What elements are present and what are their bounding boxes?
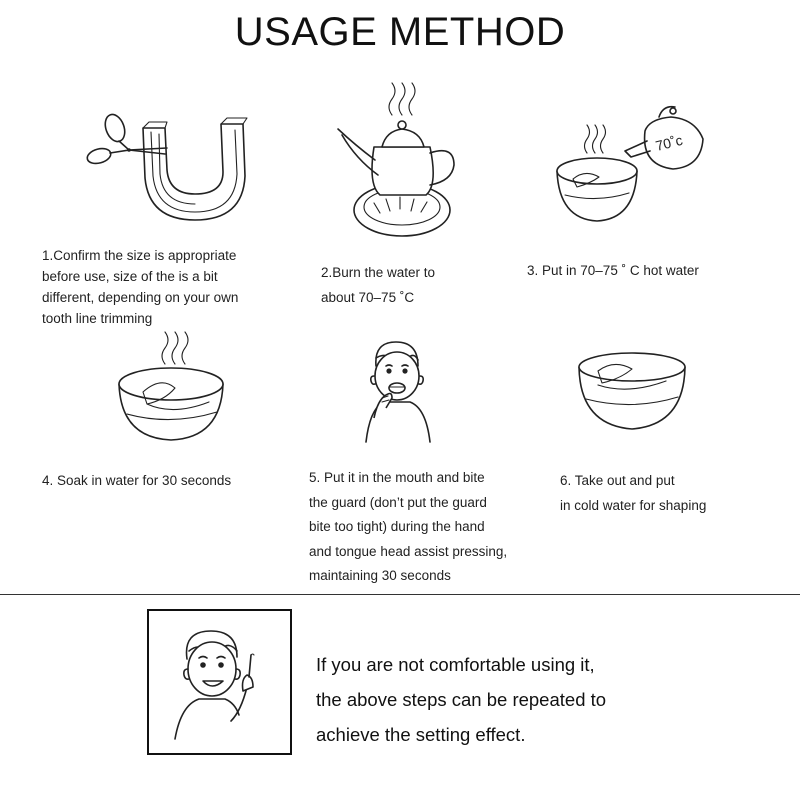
- boy-biting-icon: [352, 338, 442, 443]
- caption-line: different, depending on your own: [42, 290, 239, 305]
- caption-line: 1.Confirm the size is appropriate: [42, 248, 237, 263]
- pour-kettle-bowl-icon: [555, 103, 710, 228]
- kettle-stove-icon: [330, 85, 470, 245]
- caption-line: 3. Put in 70–75 ˚ C hot water: [527, 263, 699, 278]
- step-5-caption: [309, 466, 507, 589]
- page-title: USAGE METHOD: [234, 10, 566, 54]
- step-2-caption: [321, 260, 435, 310]
- section-divider: [0, 594, 800, 595]
- step-4-caption: [42, 470, 231, 491]
- step-3-caption: [527, 260, 699, 281]
- kettle-label: 70˚c: [653, 131, 685, 154]
- caption-line: before use, size of the is a bit: [42, 269, 218, 284]
- caption-line: 4. Soak in water for 30 seconds: [42, 473, 232, 488]
- scissors-mouthguard-icon: [85, 108, 260, 228]
- caption-line: about 70–75 ˚C: [321, 290, 415, 305]
- caption-line: bite too tight) during the hand: [309, 519, 485, 534]
- note-line: the above steps can be repeated to: [316, 689, 607, 710]
- note-line: achieve the setting effect.: [316, 724, 526, 745]
- caption-line: in cold water for shaping: [560, 498, 707, 513]
- step-1-caption: [42, 245, 238, 329]
- caption-line: tooth line trimming: [42, 311, 153, 326]
- caption-line: and tongue head assist pressing,: [309, 543, 508, 559]
- caption-line: 6. Take out and put: [560, 473, 675, 488]
- step-6-caption: [560, 468, 706, 518]
- caption-line: 5. Put it in the mouth and bite: [309, 470, 485, 485]
- caption-line: maintaining 30 seconds: [309, 568, 451, 583]
- caption-line: the guard (don’t put the guard: [309, 494, 487, 510]
- steaming-bowl-icon: [117, 330, 227, 445]
- repeat-note: [316, 647, 606, 752]
- illustration-frame: [147, 609, 292, 755]
- cold-water-bowl-icon: [576, 345, 688, 435]
- boy-pointing-icon: [171, 625, 271, 740]
- note-line: If you are not comfortable using it,: [316, 654, 595, 675]
- caption-line: 2.Burn the water to: [321, 265, 436, 280]
